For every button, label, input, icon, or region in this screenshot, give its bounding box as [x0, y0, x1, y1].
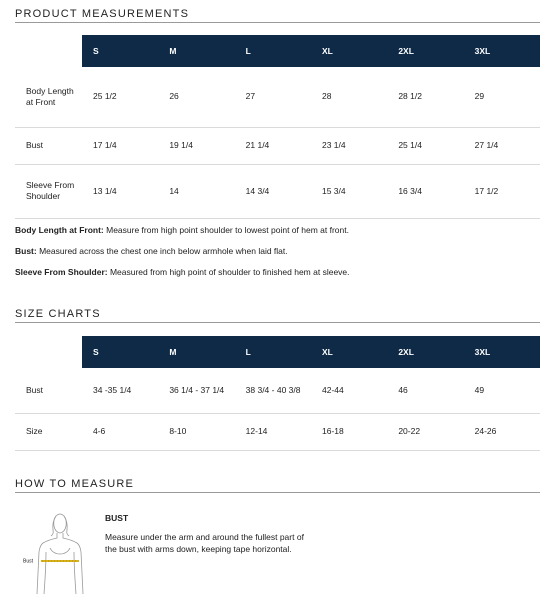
size-charts-title: SIZE CHARTS — [15, 308, 540, 323]
size-header: 3XL — [464, 336, 540, 368]
note-body-length: Body Length at Front: Measure from high point shoulder to lowest point of hem at front. — [15, 225, 349, 235]
product-measurements-title: PRODUCT MEASUREMENTS — [15, 8, 540, 23]
table-cell: 27 1/4 — [464, 127, 540, 164]
table-cell: 29 — [464, 67, 540, 127]
table-cell: 19 1/4 — [158, 127, 234, 164]
table-cell: 49 — [464, 368, 540, 413]
table-cell: 17 1/4 — [82, 127, 158, 164]
size-header: 3XL — [464, 35, 540, 67]
table-cell: 25 1/4 — [387, 127, 463, 164]
table-row — [15, 127, 540, 164]
woman-silhouette-icon — [22, 512, 102, 594]
size-header: L — [235, 35, 311, 67]
figure-bust-label: Bust — [23, 558, 34, 565]
table-cell: 36 1/4 - 37 1/4 — [158, 368, 234, 413]
row-label: Size — [15, 413, 82, 450]
size-header: XL — [311, 336, 387, 368]
table-cell: 42-44 — [311, 368, 387, 413]
row-label: Bust — [15, 368, 82, 413]
size-header: 2XL — [387, 336, 463, 368]
table-cell: 23 1/4 — [311, 127, 387, 164]
table-cell: 27 — [235, 67, 311, 127]
table-cell: 12-14 — [235, 413, 311, 450]
table-header-row — [15, 35, 540, 67]
size-header: M — [158, 336, 234, 368]
table-header-row — [15, 336, 540, 368]
table-cell: 24-26 — [464, 413, 540, 450]
table-cell: 34 -35 1/4 — [82, 368, 158, 413]
table-cell: 28 — [311, 67, 387, 127]
table-row — [15, 413, 540, 450]
size-header: XL — [311, 35, 387, 67]
product-measurements-table — [15, 35, 540, 219]
row-label: Bust — [15, 127, 82, 164]
table-row — [15, 164, 540, 218]
size-chart-table — [15, 336, 540, 451]
row-label: Sleeve From Shoulder — [15, 164, 82, 218]
table-cell: 14 3/4 — [235, 164, 311, 218]
table-cell: 20-22 — [387, 413, 463, 450]
table-cell: 13 1/4 — [82, 164, 158, 218]
table-cell: 25 1/2 — [82, 67, 158, 127]
table-cell: 15 3/4 — [311, 164, 387, 218]
note-sleeve: Sleeve From Shoulder: Measured from high point of shoulder to finished hem at sleeve. — [15, 267, 350, 277]
table-cell: 16-18 — [311, 413, 387, 450]
row-label: Body Length at Front — [15, 67, 82, 127]
table-cell: 14 — [158, 164, 234, 218]
size-header: M — [158, 35, 234, 67]
note-bust: Bust: Measured across the chest one inch below armhole when laid flat. — [15, 246, 288, 256]
size-header: L — [235, 336, 311, 368]
table-cell: 28 1/2 — [387, 67, 463, 127]
header-corner — [15, 336, 82, 368]
header-corner — [15, 35, 82, 67]
table-cell: 8-10 — [158, 413, 234, 450]
bust-heading: BUST — [105, 513, 129, 523]
bust-instructions — [105, 513, 305, 555]
table-row — [15, 67, 540, 127]
bust-measure-illustration — [22, 512, 102, 594]
measurement-notes — [15, 225, 540, 288]
size-header: S — [82, 336, 158, 368]
how-to-measure-title: HOW TO MEASURE — [15, 478, 540, 493]
table-cell: 17 1/2 — [464, 164, 540, 218]
table-cell: 16 3/4 — [387, 164, 463, 218]
table-cell: 26 — [158, 67, 234, 127]
size-header: 2XL — [387, 35, 463, 67]
table-cell: 46 — [387, 368, 463, 413]
bust-description: Measure under the arm and around the fullest part of the bust with arms down, keeping tape horizontal. — [105, 532, 304, 554]
size-header: S — [82, 35, 158, 67]
table-cell: 21 1/4 — [235, 127, 311, 164]
table-cell: 38 3/4 - 40 3/8 — [235, 368, 311, 413]
table-row — [15, 368, 540, 413]
table-cell: 4-6 — [82, 413, 158, 450]
